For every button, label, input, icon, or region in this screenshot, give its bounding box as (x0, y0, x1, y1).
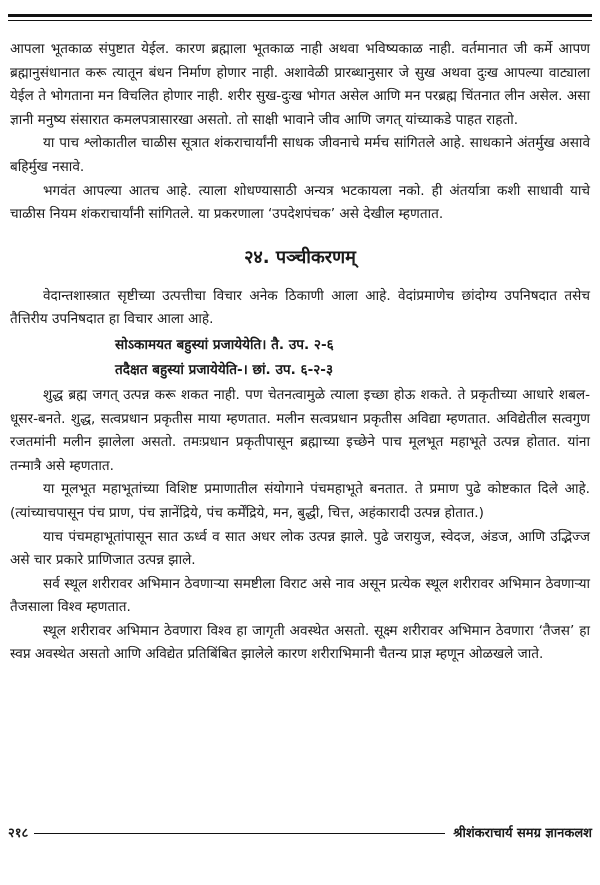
section-heading-wrap (10, 243, 590, 273)
quote-1: सोऽकामयत बहुस्यां प्रजायेयेति। तै. उप. २-६ (115, 336, 334, 353)
paragraph-5: या मूलभूत महाभूतांच्या विशिष्ट प्रमाणातील संयोगाने पंचमहाभूते बनतात. ते प्रमाण पुढे कोष्टकात दिले आहे. (त्यांच्याचपासून पंच प्राण, पंच ज्ञानेंद्रिये, पंच कर्मेंद्रिये, मन, बुद्धी, चित्त, अहंकारादी उत्पन्न होतात.) (10, 481, 590, 521)
page-body (10, 38, 590, 667)
footer-rule (34, 833, 445, 834)
paragraph-8: स्थूल शरीरावर अभिमान ठेवणारा विश्व हा जागृती अवस्थेत असतो. सूक्ष्म शरीरावर अभिमान ठेवणारा ‘तैजस’ हा स्वप्न अवस्थेत असतो आणि अविद्येत प्रतिबिंबित झालेले कारण शरीराभिमानी चैतन्य प्राज्ञ म्हणून ओळखले जाते. (10, 622, 590, 663)
section-heading: २४. पञ्चीकरणम् (244, 246, 356, 268)
paragraph-4: शुद्ध ब्रह्म जगत् उत्पन्न करू शकत नाही. पण चेतनत्वामुळे त्याला इच्छा होऊ शकते. ते प्रकृतीच्या आधारे शबल-धूसर-बनते. शुद्ध, सत्वप्रधान प्रकृतीस माया म्हणतात. मलीन सत्वप्रधान प्रकृतीस अविद्या म्हणतात. अविद्येतील सत्वगुण रजतमांनी मलीन झालेला असतो. तमःप्रधान प्रकृतीपासून ब्रह्माच्या इच्छेने पाच मूलभूत महाभूते उत्पन्न होतात. यांना तन्मात्रै असे म्हणतात. (10, 386, 590, 474)
book-title: श्रीशंकराचार्य समग्र ज्ञानकलश (453, 826, 592, 841)
paragraph-6: याच पंचमहाभूतांपासून सात ऊर्ध्व व सात अधर लोक उत्पन्न झाले. पुढे जरायुज, स्वेदज, अंडज, आणि उद्भिज्ज असे चार प्रकारे प्राणिजात उत्पन्न झाले. (10, 528, 590, 569)
paragraph-7: सर्व स्थूल शरीरावर अभिमान ठेवणाऱ्या समष्टीला विराट असे नाव असून प्रत्येक स्थूल शरीरावर अभिमान ठेवणाऱ्या तैजसाला विश्व म्हणतात. (10, 575, 590, 616)
intro-paragraph: वेदान्तशास्त्रात सृष्टीच्या उत्पत्तीचा विचार अनेक ठिकाणी आला आहे. वेदांप्रमाणेच छांदोग्य उपनिषदात तसेच तैत्तिरीय उपनिषदात हा विचार आला आहे. (10, 287, 590, 328)
page-footer (8, 823, 592, 841)
paragraph-2: या पाच श्लोकातील चाळीस सूत्रात शंकराचार्यांनी साधक जीवनाचे मर्मच सांगितले आहे. साधकाने अंतर्मुख असावे बहिर्मुख नसावे. (10, 135, 590, 175)
page-number: २१८ (8, 826, 29, 841)
paragraph-1: आपला भूतकाळ संपुष्टात येईल. कारण ब्रह्माला भूतकाळ नाही अथवा भविष्यकाळ नाही. वर्तमानात जी कर्मे आपण ब्रह्मानुसंधानात करू त्यातून बंधन निर्माण होणार नाही. अशावेळी प्रारब्धानुसार जे सुख अथवा दुःख आपल्या वाट्याला येईल ते भोगताना मन विचलित होणार नाही. शरीर सुख-दुःख भोगत असेल आणि मन परब्रह्म चिंतनात लीन असेल. असा ज्ञानी मनुष्य संसारात कमलपत्रासारखा असतो. तो साक्षी भावाने जीव आणि जगत् यांच्याकडे पाहत राहतो. (10, 41, 590, 128)
paragraph-3: भगवंत आपल्या आतच आहे. त्याला शोधण्यासाठी अन्यत्र भटकायला नको. ही अंतर्यात्रा कशी साधावी याचे चाळीस नियम शंकराचार्यांनी सांगितले. या प्रकरणाला ‘उपदेशपंचक’ असे देखील म्हणतात. (10, 182, 590, 223)
quote-2: तदैक्षत बहुस्यां प्रजायेयेति-। छां. उप. ६-२-३ (115, 361, 334, 378)
top-rule (8, 14, 592, 21)
